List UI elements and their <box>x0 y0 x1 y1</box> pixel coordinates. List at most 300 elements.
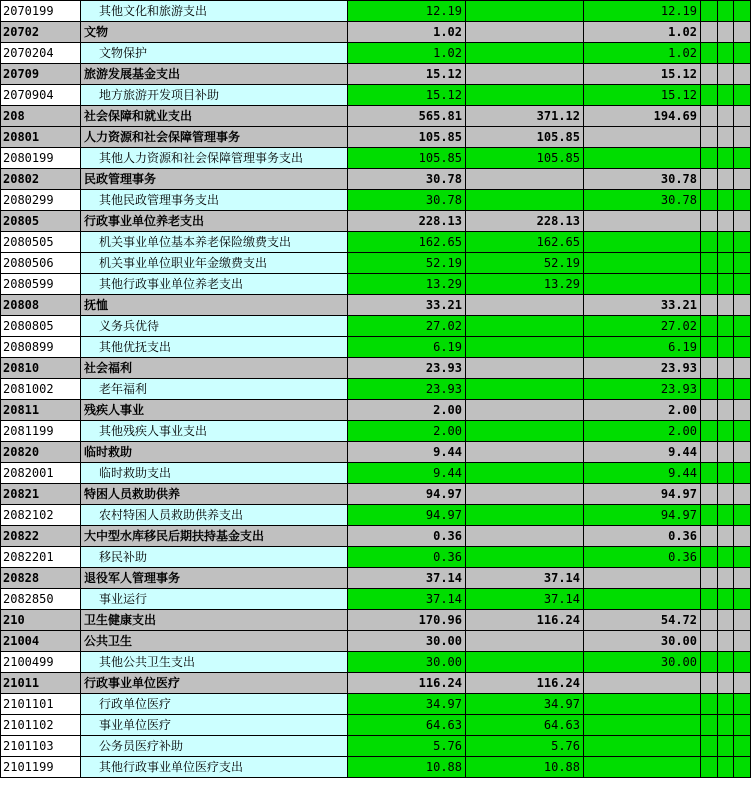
project-expense-cell[interactable] <box>584 736 701 757</box>
account-name-cell[interactable]: 临时救助支出 <box>81 463 348 484</box>
empty-cell[interactable] <box>734 505 751 526</box>
account-name-cell[interactable]: 公务员医疗补助 <box>81 736 348 757</box>
empty-cell[interactable] <box>718 505 734 526</box>
total-cell[interactable]: 10.88 <box>348 757 466 778</box>
total-cell[interactable]: 30.78 <box>348 190 466 211</box>
account-code-cell[interactable]: 20810 <box>1 358 81 379</box>
empty-cell[interactable] <box>734 673 751 694</box>
account-name-cell[interactable]: 大中型水库移民后期扶持基金支出 <box>81 526 348 547</box>
account-code-cell[interactable]: 2080199 <box>1 148 81 169</box>
project-expense-cell[interactable]: 33.21 <box>584 295 701 316</box>
empty-cell[interactable] <box>701 232 718 253</box>
empty-cell[interactable] <box>718 715 734 736</box>
account-name-cell[interactable]: 地方旅游开发项目补助 <box>81 85 348 106</box>
empty-cell[interactable] <box>734 64 751 85</box>
total-cell[interactable]: 37.14 <box>348 589 466 610</box>
empty-cell[interactable] <box>701 211 718 232</box>
empty-cell[interactable] <box>718 295 734 316</box>
basic-expense-cell[interactable] <box>466 526 584 547</box>
empty-cell[interactable] <box>701 400 718 421</box>
empty-cell[interactable] <box>701 484 718 505</box>
basic-expense-cell[interactable] <box>466 463 584 484</box>
empty-cell[interactable] <box>701 295 718 316</box>
account-name-cell[interactable]: 特困人员救助供养 <box>81 484 348 505</box>
empty-cell[interactable] <box>718 610 734 631</box>
project-expense-cell[interactable]: 9.44 <box>584 442 701 463</box>
empty-cell[interactable] <box>718 64 734 85</box>
empty-cell[interactable] <box>734 379 751 400</box>
account-name-cell[interactable]: 事业单位医疗 <box>81 715 348 736</box>
basic-expense-cell[interactable] <box>466 316 584 337</box>
account-name-cell[interactable]: 其他残疾人事业支出 <box>81 421 348 442</box>
project-expense-cell[interactable]: 9.44 <box>584 463 701 484</box>
total-cell[interactable]: 94.97 <box>348 505 466 526</box>
empty-cell[interactable] <box>701 736 718 757</box>
project-expense-cell[interactable]: 12.19 <box>584 1 701 22</box>
basic-expense-cell[interactable] <box>466 1 584 22</box>
empty-cell[interactable] <box>701 589 718 610</box>
account-code-cell[interactable]: 2080506 <box>1 253 81 274</box>
project-expense-cell[interactable]: 1.02 <box>584 22 701 43</box>
empty-cell[interactable] <box>718 400 734 421</box>
total-cell[interactable]: 15.12 <box>348 85 466 106</box>
total-cell[interactable]: 30.00 <box>348 631 466 652</box>
basic-expense-cell[interactable]: 116.24 <box>466 610 584 631</box>
empty-cell[interactable] <box>734 106 751 127</box>
table-row <box>1 484 751 505</box>
total-cell[interactable]: 162.65 <box>348 232 466 253</box>
total-cell[interactable]: 105.85 <box>348 148 466 169</box>
account-name-cell[interactable]: 社会福利 <box>81 358 348 379</box>
account-name-cell[interactable]: 其他行政事业单位医疗支出 <box>81 757 348 778</box>
empty-cell[interactable] <box>718 211 734 232</box>
empty-cell[interactable] <box>734 589 751 610</box>
account-name-cell[interactable]: 移民补助 <box>81 547 348 568</box>
empty-cell[interactable] <box>718 274 734 295</box>
total-cell[interactable]: 0.36 <box>348 526 466 547</box>
empty-cell[interactable] <box>701 127 718 148</box>
empty-cell[interactable] <box>701 1 718 22</box>
account-code-cell[interactable]: 2082201 <box>1 547 81 568</box>
account-code-cell[interactable]: 20822 <box>1 526 81 547</box>
account-name-cell[interactable]: 社会保障和就业支出 <box>81 106 348 127</box>
basic-expense-cell[interactable]: 105.85 <box>466 127 584 148</box>
project-expense-cell[interactable]: 94.97 <box>584 484 701 505</box>
total-cell[interactable]: 170.96 <box>348 610 466 631</box>
project-expense-cell[interactable] <box>584 253 701 274</box>
empty-cell[interactable] <box>718 22 734 43</box>
empty-cell[interactable] <box>701 694 718 715</box>
empty-cell[interactable] <box>701 673 718 694</box>
empty-cell[interactable] <box>734 358 751 379</box>
account-code-cell[interactable]: 2080505 <box>1 232 81 253</box>
empty-cell[interactable] <box>734 547 751 568</box>
basic-expense-cell[interactable]: 162.65 <box>466 232 584 253</box>
empty-cell[interactable] <box>701 253 718 274</box>
empty-cell[interactable] <box>734 148 751 169</box>
project-expense-cell[interactable]: 94.97 <box>584 505 701 526</box>
basic-expense-cell[interactable] <box>466 505 584 526</box>
total-cell[interactable]: 228.13 <box>348 211 466 232</box>
project-expense-cell[interactable] <box>584 589 701 610</box>
empty-cell[interactable] <box>701 22 718 43</box>
account-code-cell[interactable]: 2100499 <box>1 652 81 673</box>
basic-expense-cell[interactable] <box>466 169 584 190</box>
account-name-cell[interactable]: 人力资源和社会保障管理事务 <box>81 127 348 148</box>
account-code-cell[interactable]: 20801 <box>1 127 81 148</box>
empty-cell[interactable] <box>734 400 751 421</box>
account-code-cell[interactable]: 2101103 <box>1 736 81 757</box>
basic-expense-cell[interactable] <box>466 337 584 358</box>
account-code-cell[interactable]: 2080599 <box>1 274 81 295</box>
project-expense-cell[interactable]: 2.00 <box>584 400 701 421</box>
empty-cell[interactable] <box>701 358 718 379</box>
total-cell[interactable]: 64.63 <box>348 715 466 736</box>
account-name-cell[interactable]: 文物 <box>81 22 348 43</box>
account-code-cell[interactable]: 20820 <box>1 442 81 463</box>
account-name-cell[interactable]: 老年福利 <box>81 379 348 400</box>
empty-cell[interactable] <box>734 85 751 106</box>
empty-cell[interactable] <box>701 190 718 211</box>
empty-cell[interactable] <box>734 631 751 652</box>
basic-expense-cell[interactable] <box>466 442 584 463</box>
total-cell[interactable]: 33.21 <box>348 295 466 316</box>
account-code-cell[interactable]: 210 <box>1 610 81 631</box>
empty-cell[interactable] <box>734 484 751 505</box>
empty-cell[interactable] <box>718 190 734 211</box>
empty-cell[interactable] <box>718 169 734 190</box>
account-code-cell[interactable]: 21011 <box>1 673 81 694</box>
empty-cell[interactable] <box>718 316 734 337</box>
basic-expense-cell[interactable]: 13.29 <box>466 274 584 295</box>
empty-cell[interactable] <box>734 736 751 757</box>
empty-cell[interactable] <box>734 421 751 442</box>
account-name-cell[interactable]: 退役军人管理事务 <box>81 568 348 589</box>
project-expense-cell[interactable]: 23.93 <box>584 379 701 400</box>
account-code-cell[interactable]: 20811 <box>1 400 81 421</box>
project-expense-cell[interactable] <box>584 211 701 232</box>
basic-expense-cell[interactable] <box>466 652 584 673</box>
empty-cell[interactable] <box>734 463 751 484</box>
basic-expense-cell[interactable] <box>466 43 584 64</box>
account-name-cell[interactable]: 事业运行 <box>81 589 348 610</box>
basic-expense-cell[interactable] <box>466 358 584 379</box>
project-expense-cell[interactable]: 1.02 <box>584 43 701 64</box>
basic-expense-cell[interactable]: 105.85 <box>466 148 584 169</box>
total-cell[interactable]: 27.02 <box>348 316 466 337</box>
empty-cell[interactable] <box>734 610 751 631</box>
basic-expense-cell[interactable]: 37.14 <box>466 589 584 610</box>
total-cell[interactable]: 1.02 <box>348 22 466 43</box>
empty-cell[interactable] <box>718 1 734 22</box>
total-cell[interactable]: 12.19 <box>348 1 466 22</box>
account-name-cell[interactable]: 旅游发展基金支出 <box>81 64 348 85</box>
total-cell[interactable]: 52.19 <box>348 253 466 274</box>
basic-expense-cell[interactable] <box>466 484 584 505</box>
project-expense-cell[interactable] <box>584 694 701 715</box>
basic-expense-cell[interactable]: 37.14 <box>466 568 584 589</box>
empty-cell[interactable] <box>734 232 751 253</box>
project-expense-cell[interactable] <box>584 757 701 778</box>
account-name-cell[interactable]: 文物保护 <box>81 43 348 64</box>
total-cell[interactable]: 34.97 <box>348 694 466 715</box>
account-name-cell[interactable]: 义务兵优待 <box>81 316 348 337</box>
project-expense-cell[interactable]: 6.19 <box>584 337 701 358</box>
basic-expense-cell[interactable]: 371.12 <box>466 106 584 127</box>
empty-cell[interactable] <box>734 190 751 211</box>
table-row <box>1 694 751 715</box>
project-expense-cell[interactable] <box>584 673 701 694</box>
project-expense-cell[interactable]: 0.36 <box>584 547 701 568</box>
account-code-cell[interactable]: 208 <box>1 106 81 127</box>
basic-expense-cell[interactable] <box>466 295 584 316</box>
account-name-cell[interactable]: 其他优抚支出 <box>81 337 348 358</box>
empty-cell[interactable] <box>734 22 751 43</box>
basic-expense-cell[interactable] <box>466 631 584 652</box>
basic-expense-cell[interactable]: 34.97 <box>466 694 584 715</box>
account-code-cell[interactable]: 20802 <box>1 169 81 190</box>
empty-cell[interactable] <box>718 106 734 127</box>
empty-cell[interactable] <box>734 694 751 715</box>
total-cell[interactable]: 2.00 <box>348 421 466 442</box>
project-expense-cell[interactable]: 54.72 <box>584 610 701 631</box>
basic-expense-cell[interactable] <box>466 379 584 400</box>
empty-cell[interactable] <box>734 274 751 295</box>
empty-cell[interactable] <box>701 442 718 463</box>
total-cell[interactable]: 37.14 <box>348 568 466 589</box>
account-name-cell[interactable]: 抚恤 <box>81 295 348 316</box>
project-expense-cell[interactable]: 30.00 <box>584 652 701 673</box>
account-name-cell[interactable]: 机关事业单位职业年金缴费支出 <box>81 253 348 274</box>
account-code-cell[interactable]: 2070904 <box>1 85 81 106</box>
empty-cell[interactable] <box>734 295 751 316</box>
empty-cell[interactable] <box>718 526 734 547</box>
account-name-cell[interactable]: 其他民政管理事务支出 <box>81 190 348 211</box>
empty-cell[interactable] <box>701 316 718 337</box>
empty-cell[interactable] <box>718 43 734 64</box>
project-expense-cell[interactable] <box>584 274 701 295</box>
empty-cell[interactable] <box>718 232 734 253</box>
project-expense-cell[interactable]: 27.02 <box>584 316 701 337</box>
empty-cell[interactable] <box>701 379 718 400</box>
basic-expense-cell[interactable]: 5.76 <box>466 736 584 757</box>
empty-cell[interactable] <box>718 673 734 694</box>
account-name-cell[interactable]: 民政管理事务 <box>81 169 348 190</box>
account-name-cell[interactable]: 机关事业单位基本养老保险缴费支出 <box>81 232 348 253</box>
account-code-cell[interactable]: 20828 <box>1 568 81 589</box>
empty-cell[interactable] <box>701 169 718 190</box>
account-name-cell[interactable]: 公共卫生 <box>81 631 348 652</box>
empty-cell[interactable] <box>718 337 734 358</box>
empty-cell[interactable] <box>701 64 718 85</box>
empty-cell[interactable] <box>734 211 751 232</box>
account-code-cell[interactable]: 20808 <box>1 295 81 316</box>
empty-cell[interactable] <box>701 274 718 295</box>
account-code-cell[interactable]: 2101102 <box>1 715 81 736</box>
account-name-cell[interactable]: 行政事业单位养老支出 <box>81 211 348 232</box>
empty-cell[interactable] <box>701 106 718 127</box>
project-expense-cell[interactable]: 15.12 <box>584 85 701 106</box>
empty-cell[interactable] <box>718 484 734 505</box>
total-cell[interactable]: 30.78 <box>348 169 466 190</box>
empty-cell[interactable] <box>701 337 718 358</box>
total-cell[interactable]: 30.00 <box>348 652 466 673</box>
empty-cell[interactable] <box>701 421 718 442</box>
account-name-cell[interactable]: 其他文化和旅游支出 <box>81 1 348 22</box>
project-expense-cell[interactable]: 0.36 <box>584 526 701 547</box>
account-code-cell[interactable]: 2082102 <box>1 505 81 526</box>
account-code-cell[interactable]: 2082001 <box>1 463 81 484</box>
empty-cell[interactable] <box>701 148 718 169</box>
empty-cell[interactable] <box>701 757 718 778</box>
total-cell[interactable]: 23.93 <box>348 358 466 379</box>
project-expense-cell[interactable]: 30.78 <box>584 190 701 211</box>
account-code-cell[interactable]: 2081002 <box>1 379 81 400</box>
project-expense-cell[interactable]: 194.69 <box>584 106 701 127</box>
empty-cell[interactable] <box>718 421 734 442</box>
empty-cell[interactable] <box>734 652 751 673</box>
account-code-cell[interactable]: 20821 <box>1 484 81 505</box>
total-cell[interactable]: 116.24 <box>348 673 466 694</box>
total-cell[interactable]: 2.00 <box>348 400 466 421</box>
account-code-cell[interactable]: 2070204 <box>1 43 81 64</box>
empty-cell[interactable] <box>701 610 718 631</box>
empty-cell[interactable] <box>718 379 734 400</box>
empty-cell[interactable] <box>718 253 734 274</box>
account-code-cell[interactable]: 2101101 <box>1 694 81 715</box>
empty-cell[interactable] <box>701 463 718 484</box>
empty-cell[interactable] <box>734 169 751 190</box>
basic-expense-cell[interactable]: 228.13 <box>466 211 584 232</box>
total-cell[interactable]: 6.19 <box>348 337 466 358</box>
project-expense-cell[interactable]: 30.00 <box>584 631 701 652</box>
account-code-cell[interactable]: 2070199 <box>1 1 81 22</box>
account-code-cell[interactable]: 20805 <box>1 211 81 232</box>
account-name-cell[interactable]: 行政事业单位医疗 <box>81 673 348 694</box>
account-code-cell[interactable]: 2080805 <box>1 316 81 337</box>
empty-cell[interactable] <box>701 43 718 64</box>
empty-cell[interactable] <box>701 568 718 589</box>
empty-cell[interactable] <box>734 253 751 274</box>
empty-cell[interactable] <box>718 568 734 589</box>
table-row <box>1 610 751 631</box>
basic-expense-cell[interactable]: 10.88 <box>466 757 584 778</box>
empty-cell[interactable] <box>734 442 751 463</box>
basic-expense-cell[interactable] <box>466 547 584 568</box>
total-cell[interactable]: 9.44 <box>348 463 466 484</box>
account-name-cell[interactable]: 卫生健康支出 <box>81 610 348 631</box>
total-cell[interactable]: 15.12 <box>348 64 466 85</box>
account-name-cell[interactable]: 临时救助 <box>81 442 348 463</box>
empty-cell[interactable] <box>701 631 718 652</box>
total-cell[interactable]: 565.81 <box>348 106 466 127</box>
account-name-cell[interactable]: 农村特困人员救助供养支出 <box>81 505 348 526</box>
project-expense-cell[interactable] <box>584 148 701 169</box>
empty-cell[interactable] <box>718 694 734 715</box>
empty-cell[interactable] <box>701 652 718 673</box>
basic-expense-cell[interactable] <box>466 22 584 43</box>
account-code-cell[interactable]: 20702 <box>1 22 81 43</box>
total-cell[interactable]: 9.44 <box>348 442 466 463</box>
account-code-cell[interactable]: 20709 <box>1 64 81 85</box>
project-expense-cell[interactable]: 23.93 <box>584 358 701 379</box>
account-code-cell[interactable]: 2080299 <box>1 190 81 211</box>
account-name-cell[interactable]: 残疾人事业 <box>81 400 348 421</box>
empty-cell[interactable] <box>701 505 718 526</box>
empty-cell[interactable] <box>701 526 718 547</box>
table-row <box>1 43 751 64</box>
empty-cell[interactable] <box>734 715 751 736</box>
project-expense-cell[interactable] <box>584 715 701 736</box>
empty-cell[interactable] <box>718 652 734 673</box>
basic-expense-cell[interactable]: 52.19 <box>466 253 584 274</box>
empty-cell[interactable] <box>718 757 734 778</box>
account-name-cell[interactable]: 行政单位医疗 <box>81 694 348 715</box>
empty-cell[interactable] <box>734 316 751 337</box>
empty-cell[interactable] <box>734 757 751 778</box>
empty-cell[interactable] <box>718 631 734 652</box>
empty-cell[interactable] <box>734 1 751 22</box>
empty-cell[interactable] <box>701 715 718 736</box>
basic-expense-cell[interactable] <box>466 64 584 85</box>
basic-expense-cell[interactable] <box>466 421 584 442</box>
basic-expense-cell[interactable] <box>466 400 584 421</box>
empty-cell[interactable] <box>718 358 734 379</box>
project-expense-cell[interactable] <box>584 568 701 589</box>
account-code-cell[interactable]: 2101199 <box>1 757 81 778</box>
empty-cell[interactable] <box>701 85 718 106</box>
project-expense-cell[interactable]: 30.78 <box>584 169 701 190</box>
project-expense-cell[interactable] <box>584 232 701 253</box>
basic-expense-cell[interactable]: 64.63 <box>466 715 584 736</box>
empty-cell[interactable] <box>718 148 734 169</box>
empty-cell[interactable] <box>734 568 751 589</box>
project-expense-cell[interactable]: 2.00 <box>584 421 701 442</box>
empty-cell[interactable] <box>734 337 751 358</box>
total-cell[interactable]: 0.36 <box>348 547 466 568</box>
empty-cell[interactable] <box>701 547 718 568</box>
empty-cell[interactable] <box>718 85 734 106</box>
project-expense-cell[interactable] <box>584 127 701 148</box>
account-code-cell[interactable]: 2080899 <box>1 337 81 358</box>
empty-cell[interactable] <box>734 127 751 148</box>
total-cell[interactable]: 1.02 <box>348 43 466 64</box>
account-name-cell[interactable]: 其他行政事业单位养老支出 <box>81 274 348 295</box>
basic-expense-cell[interactable] <box>466 85 584 106</box>
basic-expense-cell[interactable]: 116.24 <box>466 673 584 694</box>
empty-cell[interactable] <box>718 589 734 610</box>
account-name-cell[interactable]: 其他公共卫生支出 <box>81 652 348 673</box>
empty-cell[interactable] <box>734 526 751 547</box>
basic-expense-cell[interactable] <box>466 190 584 211</box>
account-name-cell[interactable]: 其他人力资源和社会保障管理事务支出 <box>81 148 348 169</box>
empty-cell[interactable] <box>718 127 734 148</box>
empty-cell[interactable] <box>718 736 734 757</box>
total-cell[interactable]: 94.97 <box>348 484 466 505</box>
account-code-cell[interactable]: 2082850 <box>1 589 81 610</box>
account-code-cell[interactable]: 21004 <box>1 631 81 652</box>
total-cell[interactable]: 105.85 <box>348 127 466 148</box>
total-cell[interactable]: 13.29 <box>348 274 466 295</box>
total-cell[interactable]: 5.76 <box>348 736 466 757</box>
empty-cell[interactable] <box>718 442 734 463</box>
empty-cell[interactable] <box>734 43 751 64</box>
account-code-cell[interactable]: 2081199 <box>1 421 81 442</box>
project-expense-cell[interactable]: 15.12 <box>584 64 701 85</box>
empty-cell[interactable] <box>718 547 734 568</box>
empty-cell[interactable] <box>718 463 734 484</box>
total-cell[interactable]: 23.93 <box>348 379 466 400</box>
